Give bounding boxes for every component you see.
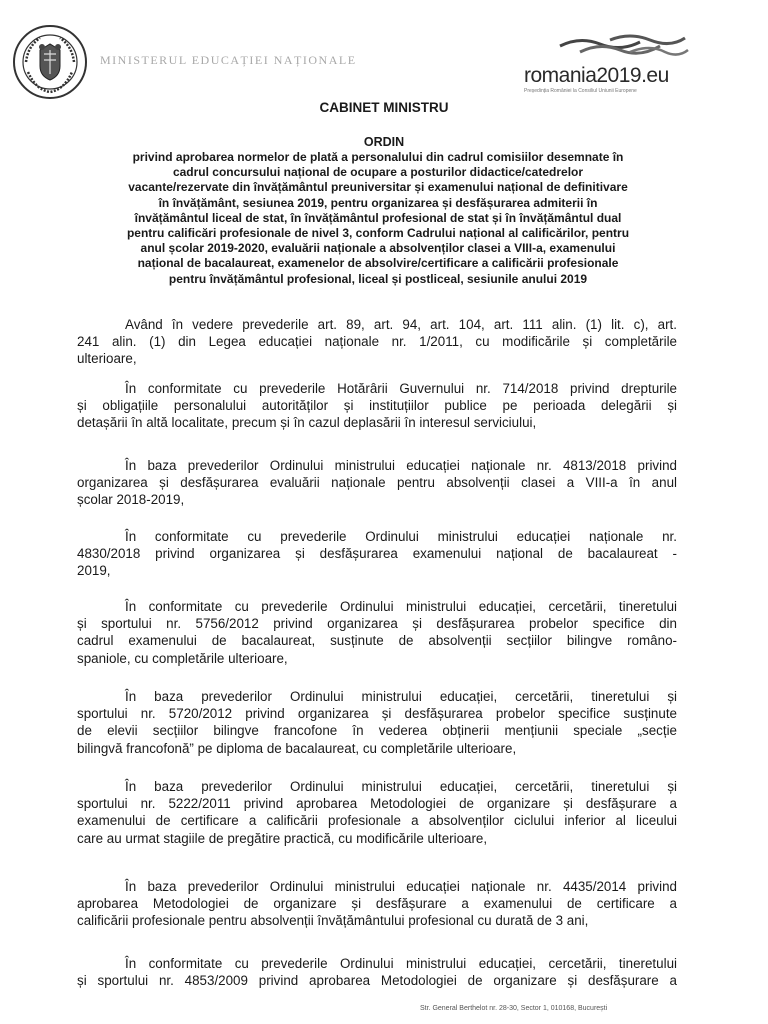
paragraph-line: În conformitate cu prevederile Hotărârii Guvernului nr. 714/2018 privind drepturile: [125, 381, 677, 396]
paragraph-line: detașării în altă localitate, precum și în cazul deplasării în interesul serviciului,: [77, 415, 537, 431]
romania2019-tagline: Președinția României la Consiliul Uniunii Europene: [524, 88, 637, 94]
paragraph-line: 4830/2018 privind organizarea și desfășurarea examenului național de bacalaureat -: [77, 546, 677, 562]
paragraph-line: cadrul examenului de bacalaureat, susținute de absolvenții secțiilor bilingve româno-: [77, 633, 677, 649]
paragraph-line: organizarea și desfășurarea evaluării naționale pentru absolvenții clasei a VIII-a în anul: [77, 475, 677, 491]
flag-waves-icon: [540, 32, 690, 62]
recital-paragraph: [77, 878, 677, 930]
recital-paragraph: [77, 316, 677, 368]
paragraph-line: și obligațiile personalului autorităților și instituțiilor publice pe perioada delegării și: [77, 398, 677, 414]
title-line: în învățământ, sesiunea 2019, pentru organizarea și desfășurarea admiterii în: [158, 195, 598, 210]
paragraph-line: sportului nr. 5222/2011 privind aprobarea Metodologiei de organizare și desfășurare a: [77, 796, 677, 812]
paragraph-line: aprobarea Metodologiei de organizare și desfășurare a examenului de certificare a: [77, 896, 677, 912]
paragraph-line: În conformitate cu prevederile Ordinului ministrului educației, cercetării, tineretului: [125, 956, 677, 971]
recital-paragraph: [77, 778, 677, 847]
romania2019-logo: [522, 32, 758, 94]
paragraph-line: examenului de certificare a calificării profesionale a absolvenților ciclului inferior al liceului: [77, 813, 677, 829]
recital-paragraph: [77, 955, 677, 989]
coat-of-arms-icon: [12, 24, 88, 100]
title-line: pentru calificări profesionale de nivel 3, conform Cadrului național al calificărilor, pentru: [126, 226, 630, 241]
paragraph-line: și sportului nr. 5756/2012 privind organizarea și desfășurarea probelor specifice din: [77, 616, 677, 632]
title-line: pentru învățământul profesional, liceal și postliceal, sesiunile anului 2019: [168, 271, 588, 286]
paragraph-line: calificării profesionale pentru absolvenții învățământului profesional cu durată de 3 ani,: [77, 913, 589, 929]
paragraph-line: 241 alin. (1) din Legea educației naționale nr. 1/2011, cu modificările și completările: [77, 334, 677, 350]
cabinet-heading: CABINET MINISTRU: [319, 100, 449, 115]
paragraph-line: Având în vedere prevederile art. 89, art. 94, art. 104, art. 111 alin. (1) lit. c), art.: [125, 317, 677, 332]
paragraph-line: bilingvă francofonă” pe diploma de bacalaureat, cu completările ulterioare,: [77, 740, 517, 756]
paragraph-line: ulterioare,: [77, 351, 137, 367]
paragraph-line: și sportului nr. 4853/2009 privind aprobarea Metodologiei de organizare și desfășurare a: [77, 973, 677, 989]
document-type: ORDIN: [363, 135, 405, 149]
romania2019-name: romania2019.eu: [524, 64, 669, 87]
footer-address: Str. General Berthelot nr. 28-30, Sector 1, 010168, București: [420, 1005, 608, 1012]
title-line: privind aprobarea normelor de plată a personalului din cadrul comisiilor desemnate în: [132, 150, 624, 164]
title-line: anul școlar 2019-2020, evaluării naționale a absolvenților clasei a VIII-a, examenului: [140, 241, 616, 256]
title-line: național de bacalaureat, examenelor de absolvire/certificare a calificării profesionale: [137, 256, 619, 271]
recital-paragraph: [77, 598, 677, 667]
title-line: vacante/rezervate din învățământul preuniversitar și examenului național de definitivare: [128, 180, 628, 195]
title-line: învățământul liceal de stat, în învățământul profesional de stat și în învățământul dual: [134, 210, 622, 225]
paragraph-line: școlar 2018-2019,: [77, 492, 185, 508]
paragraph-line: În baza prevederilor Ordinului ministrului educației naționale nr. 4813/2018 privind: [125, 458, 677, 473]
recital-paragraph: [77, 380, 677, 432]
recital-paragraph: [77, 528, 677, 580]
paragraph-line: În conformitate cu prevederile Ordinului ministrului educației naționale nr.: [125, 529, 677, 544]
paragraph-line: care au urmat stagiile de pregătire practică, cu modificările ulterioare,: [77, 830, 488, 846]
recital-paragraph: [77, 457, 677, 509]
paragraph-line: În baza prevederilor Ordinului ministrului educației, cercetării, tineretului și: [125, 779, 677, 794]
title-line: cadrul concursului național de ocupare a posturilor didactice/catedrelor: [172, 165, 584, 180]
order-title: [68, 150, 688, 287]
paragraph-line: 2019,: [77, 563, 111, 579]
recital-paragraph: [77, 688, 677, 757]
paragraph-line: spaniole, cu completările ulterioare,: [77, 650, 288, 666]
paragraph-line: de elevii secțiilor bilingve francofone în vederea obținerii mențiunii speciale „secție: [77, 723, 677, 739]
paragraph-line: În conformitate cu prevederile Ordinului ministrului educației, cercetării, tineretului: [125, 599, 677, 614]
paragraph-line: sportului nr. 5720/2012 privind organizarea și desfășurarea probelor specifice susținute: [77, 706, 677, 722]
ministry-name: MINISTERUL EDUCAȚIEI NAȚIONALE: [100, 53, 357, 67]
paragraph-line: În baza prevederilor Ordinului ministrului educației, cercetării, tineretului și: [125, 689, 677, 704]
paragraph-line: În baza prevederilor Ordinului ministrului educației naționale nr. 4435/2014 privind: [125, 879, 677, 894]
